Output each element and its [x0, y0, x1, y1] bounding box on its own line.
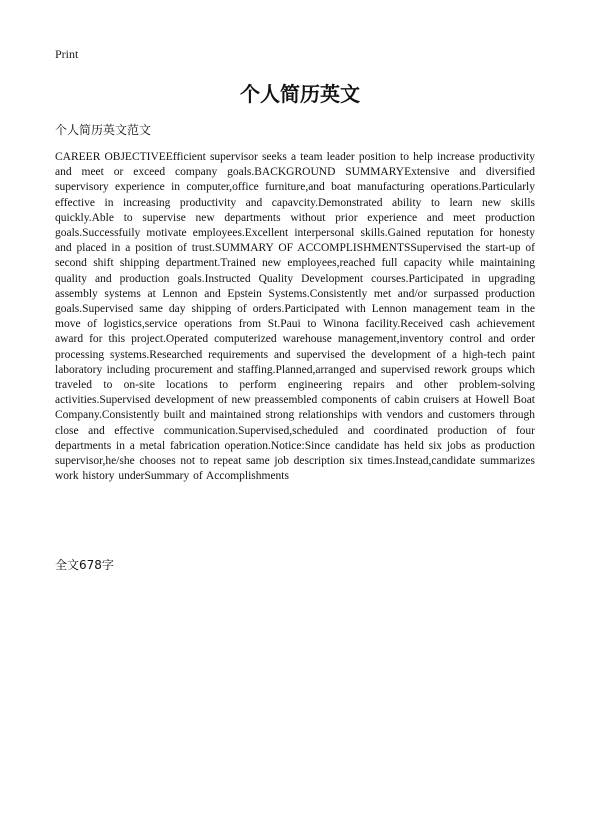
word-count: 全文678字 — [55, 558, 114, 572]
document-body: CAREER OBJECTIVEEfficient supervisor seeks a team leader position to help increase productivity and meet or exceed company goals.BACKGROUND SUMMARYExtensive and diversified supervisory experience in computer,office furniture,and boat manufacturing operations.Particularly effective in increasing productivity and capavcity.Demonstrated ability to learn new skills quickly.Able to supervise new departments without prior experience and meet production goals.Successfuily motivate employees.Excellent interpersonal skills.Gained reputation for honesty and placed in a position of trust.SUMMARY OF ACCOMPLISHMENTSSupervised the start-up of second shift shipping department.Trained new employees,reached full capacity while maintaining quality and production goals.Instructed Quality Development courses.Participated in upgrading assembly systems at Lennon and Epstein Systems.Consistently met and/or surpassed production goals.Supervised same day shipping of orders.Participated with Lennon management team in the move of logistics,service operations from St.Paui to Winona facility.Received cash achievement award for this project.Operated computerized warehouse management,inventory control and order processing systems.Researched requirements and supervised the development of a high-tech paint laboratory including procurement and staffing.Planned,arranged and supervised rework groups which traveled to on-site locations to perform engineering repairs and other problem-solving activities.Supervised development of new preassembled components of cabin cruisers at Howell Boat Company.Consistently built and maintained strong relationships with vendors and customers through close and effective communication.Supervised,scheduled and coordinated production of four departments in a metal fabrication operation.Notice:Since candidate has held six jobs as production supervisor,he/she chooses not to repeat same job description six times.Instead,candidate summarizes work history underSummary of Accomplishments — [55, 151, 535, 483]
document-subtitle: 个人简历英文范文 — [55, 123, 152, 137]
page-title: 个人简历英文 — [240, 82, 360, 106]
print-link[interactable]: Print — [55, 47, 79, 61]
